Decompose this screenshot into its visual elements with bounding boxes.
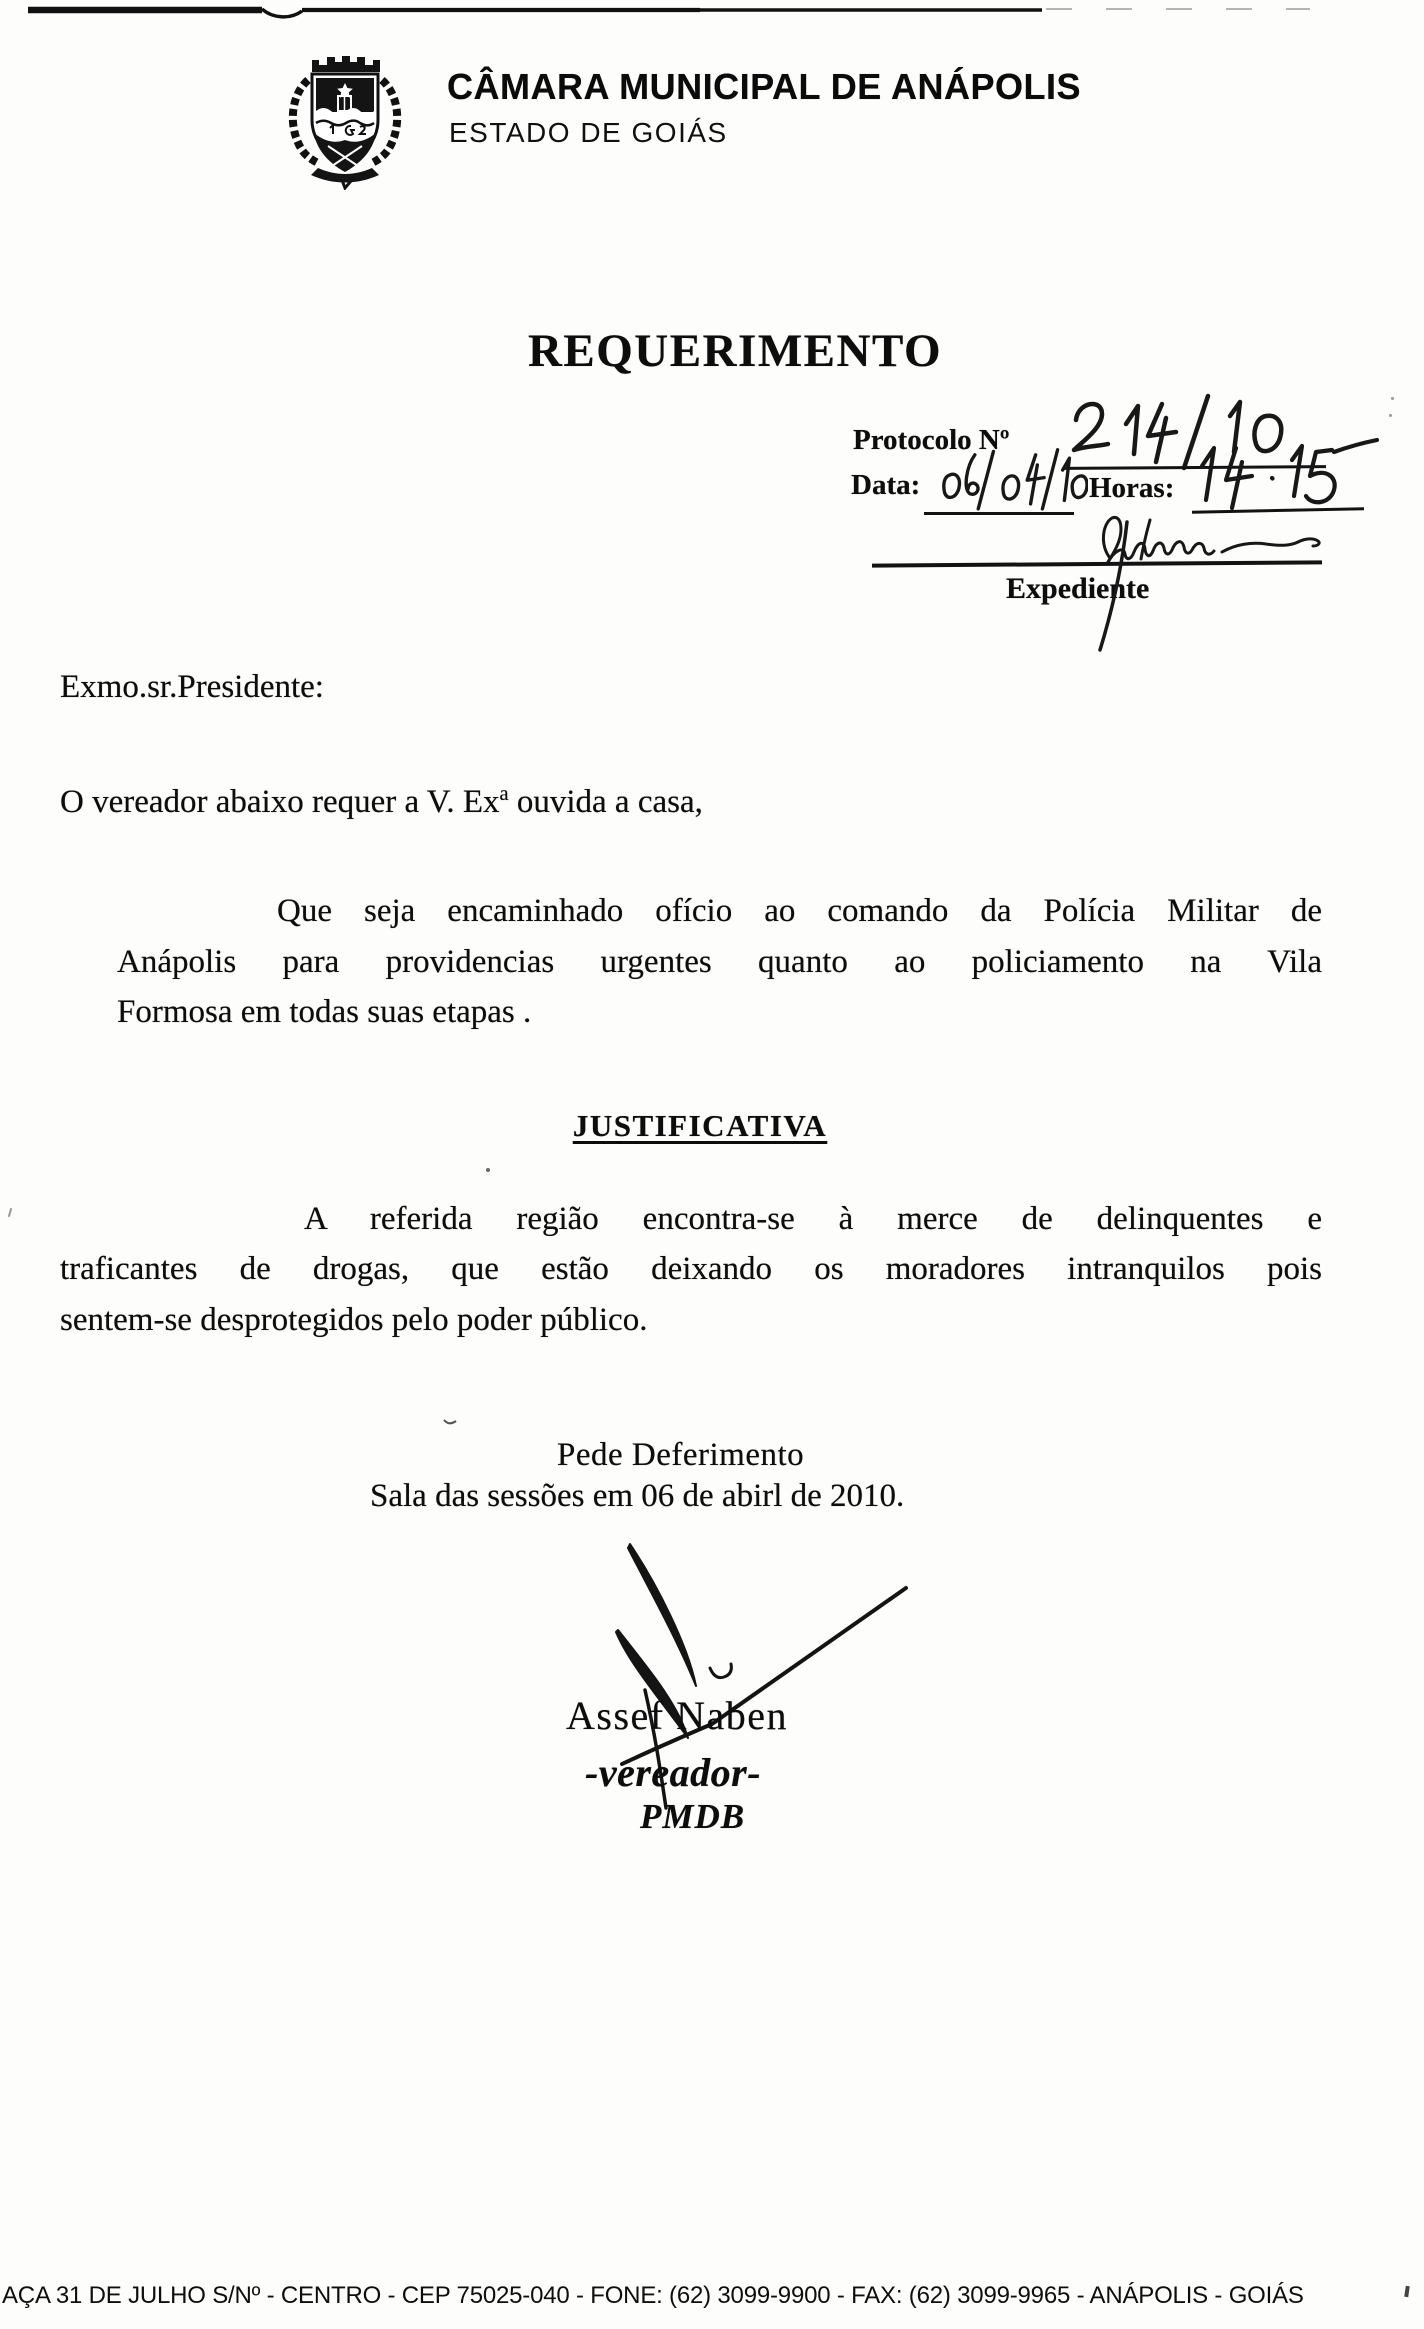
paragraph-line: traficantes de drogas, que estão deixando os moradores intranquilos pois [60, 1251, 1322, 1288]
scan-top-edge-line [0, 0, 1424, 26]
footer-address: AÇA 31 DE JULHO S/Nº - CENTRO - CEP 75025-040 - FONE: (62) 3099-9900 - FAX: (62) 3099-9965 - ANÁPOLIS - GOIÁS [2, 2282, 1304, 2309]
paragraph-line: Formosa em todas suas etapas . [117, 994, 532, 1030]
scan-speck [8, 1208, 12, 1217]
paragraph-line: Que seja encaminhado ofício ao comando da Polícia Militar de [277, 893, 1322, 929]
org-name: CÂMARA MUNICIPAL DE ANÁPOLIS [447, 66, 1081, 107]
signer-party: PMDB [640, 1797, 746, 1836]
justificativa-heading-text: JUSTIFICATIVA [572, 1108, 828, 1143]
paragraph-line: sentem-se desprotegidos pelo poder público. [60, 1301, 648, 1338]
coat-of-arms-logo [288, 40, 402, 190]
time-handwriting [1190, 436, 1382, 518]
pen-stroke [1083, 518, 1141, 656]
horas-label: Horas: [1089, 472, 1175, 504]
request-suffix: ouvida a casa, [508, 784, 703, 820]
paragraph-line: Anápolis para providencias urgentes quanto ao policiamento na Vila [117, 943, 1322, 980]
expediente-label: Expediente [1006, 572, 1150, 605]
signer-name: Assef Naben [566, 1693, 788, 1738]
org-subtitle: ESTADO DE GOIÁS [449, 117, 728, 148]
document-title: REQUERIMENTO [527, 325, 943, 377]
justificativa-paragraph [60, 1194, 1322, 1345]
request-line [60, 777, 703, 828]
request-paragraph [117, 886, 1322, 1038]
scan-speck [1391, 397, 1394, 400]
request-prefix: O vereador abaixo requer a V. Ex [60, 784, 500, 820]
scan-speck [442, 1416, 458, 1428]
date-underline [924, 512, 1074, 515]
justificativa-heading [420, 1108, 980, 1144]
date-handwriting [936, 444, 1088, 518]
closing-pede: Pede Deferimento [557, 1437, 805, 1473]
request-sup: a [499, 783, 509, 805]
salutation: Exmo.sr.Presidente: [60, 669, 324, 705]
closing-sala: Sala das sessões em 06 de abirl de 2010. [370, 1478, 905, 1514]
signer-role: -vereador- [585, 1750, 762, 1795]
data-label: Data: [851, 469, 921, 501]
scan-speck [1404, 2286, 1409, 2297]
scan-speck [1389, 414, 1392, 417]
paragraph-line: A referida região encontra-se à merce de delinquentes e [304, 1201, 1322, 1237]
protocolo-label: Protocolo Nº [853, 424, 1010, 456]
scan-speck [486, 1168, 490, 1172]
